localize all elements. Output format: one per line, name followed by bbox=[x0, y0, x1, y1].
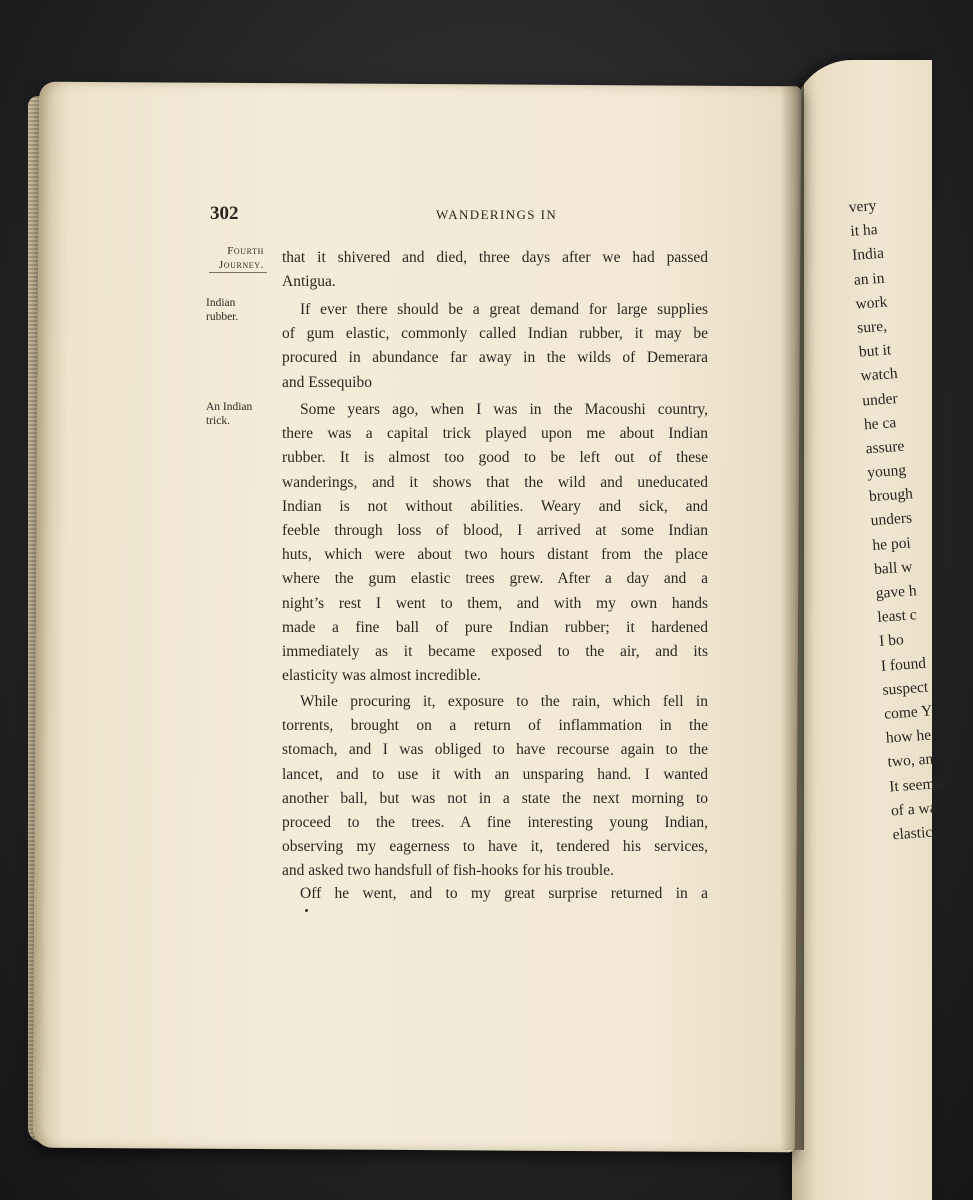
facing-line: young bbox=[866, 461, 907, 482]
text-line: elasticity was almost incredible. bbox=[282, 667, 481, 685]
text-line: Antigua. bbox=[282, 273, 336, 291]
text-line: stomach, and I was obliged to have recourse again to the bbox=[282, 741, 708, 759]
sidenote-fourth-journey bbox=[206, 244, 264, 272]
sidenote-line: An Indian bbox=[206, 401, 253, 413]
text-line: lancet, and to use it with an unsparing hand. I wanted bbox=[282, 765, 708, 783]
sidenote-line: Journey. bbox=[218, 259, 264, 271]
facing-line: gave h bbox=[875, 582, 918, 603]
facing-line: how he bbox=[885, 726, 932, 747]
text-line: of gum elastic, commonly called Indian rubber, it may be bbox=[282, 325, 708, 343]
text-line: Indian is not without abilities. Weary and sick, and bbox=[282, 497, 708, 515]
paragraph-procuring bbox=[282, 690, 708, 884]
facing-line: assure bbox=[865, 437, 905, 458]
facing-line: It seems bbox=[888, 774, 941, 796]
running-head-title: WANDERINGS IN bbox=[436, 207, 558, 222]
facing-line: it ha bbox=[849, 221, 879, 241]
paragraph-indian-trick bbox=[282, 398, 708, 688]
text-line: proceed to the trees. A fine interesting young Indian, bbox=[282, 813, 708, 831]
facing-line: India bbox=[851, 245, 885, 265]
facing-line: least c bbox=[876, 606, 918, 627]
text-line: immediately as it became exposed to the air, and its bbox=[282, 642, 708, 660]
text-line: Off he went, and to my great surprise returned in a bbox=[300, 885, 708, 902]
text-line: another ball, but was not in a state the next morning to bbox=[282, 789, 708, 807]
facing-line: he poi bbox=[871, 534, 912, 554]
text-line: and Essequibo bbox=[282, 373, 372, 391]
text-line: If ever there should be a great demand for large supplies bbox=[300, 301, 708, 318]
text-line: where the gum elastic trees grew. After a day and a bbox=[282, 570, 708, 588]
facing-line: unders bbox=[870, 509, 913, 530]
sidenote-indian-trick bbox=[206, 400, 252, 428]
text-line: and asked two handsfull of fish-hooks for his trouble. bbox=[282, 862, 614, 880]
sidenote-line: Indian bbox=[206, 297, 236, 309]
text-line: observing my eagerness to have it, tendered his services, bbox=[282, 838, 708, 856]
facing-line: come Y bbox=[883, 702, 933, 723]
running-head bbox=[208, 203, 708, 229]
facing-line: suspect bbox=[881, 678, 929, 699]
sidenote-line: trick. bbox=[206, 415, 230, 427]
text-line: procured in abundance far away in the wilds of Demerara bbox=[282, 349, 708, 367]
facing-line: of a wa bbox=[890, 799, 938, 820]
text-line: feeble through loss of blood, I arrived at some Indian bbox=[282, 521, 708, 539]
paragraph-continuation bbox=[282, 246, 708, 294]
facing-line: elastic. bbox=[892, 823, 937, 844]
facing-line: ball w bbox=[873, 558, 913, 578]
paragraph-indian-rubber bbox=[282, 298, 708, 395]
facing-line: an in bbox=[853, 269, 885, 289]
facing-line: two, an bbox=[887, 750, 934, 771]
text-line: While procuring it, exposure to the rain, which fell in bbox=[300, 693, 708, 710]
printer-mark bbox=[305, 909, 308, 912]
facing-line: but it bbox=[858, 341, 892, 361]
facing-line: brough bbox=[868, 485, 914, 506]
facing-line: I bo bbox=[878, 631, 905, 651]
facing-line: very bbox=[848, 197, 877, 216]
facing-line: under bbox=[861, 389, 899, 409]
text-line: that it shivered and died, three days after we had passed bbox=[282, 249, 708, 266]
text-line: Some years ago, when I was in the Macoushi country, bbox=[300, 401, 708, 418]
facing-line: sure, bbox=[856, 317, 888, 337]
sidenote-divider bbox=[209, 272, 267, 273]
page-number: 302 bbox=[210, 203, 239, 224]
facing-line: watch bbox=[860, 365, 899, 385]
sidenote-line: rubber. bbox=[206, 311, 239, 323]
facing-line: he ca bbox=[863, 413, 897, 434]
text-line: wanderings, and it shows that the wild and uneducated bbox=[282, 473, 708, 491]
facing-line: work bbox=[854, 293, 888, 313]
text-line: night’s rest I went to them, and with my own hands bbox=[282, 594, 708, 612]
text-line: there was a capital trick played upon me about Indian bbox=[282, 425, 708, 443]
sidenote-indian-rubber bbox=[206, 296, 238, 324]
text-line: huts, which were about two hours distant from the place bbox=[282, 546, 708, 564]
facing-line: I found bbox=[880, 654, 927, 675]
sidenote-line: Fourth bbox=[227, 245, 264, 257]
text-line: torrents, brought on a return of inflammation in the bbox=[282, 717, 708, 735]
text-line: rubber. It is almost too good to be left out of these bbox=[282, 449, 708, 467]
book-gutter bbox=[780, 84, 804, 1150]
text-line: made a fine ball of pure Indian rubber; it hardened bbox=[282, 618, 708, 636]
paragraph-off-he-went bbox=[282, 882, 708, 906]
